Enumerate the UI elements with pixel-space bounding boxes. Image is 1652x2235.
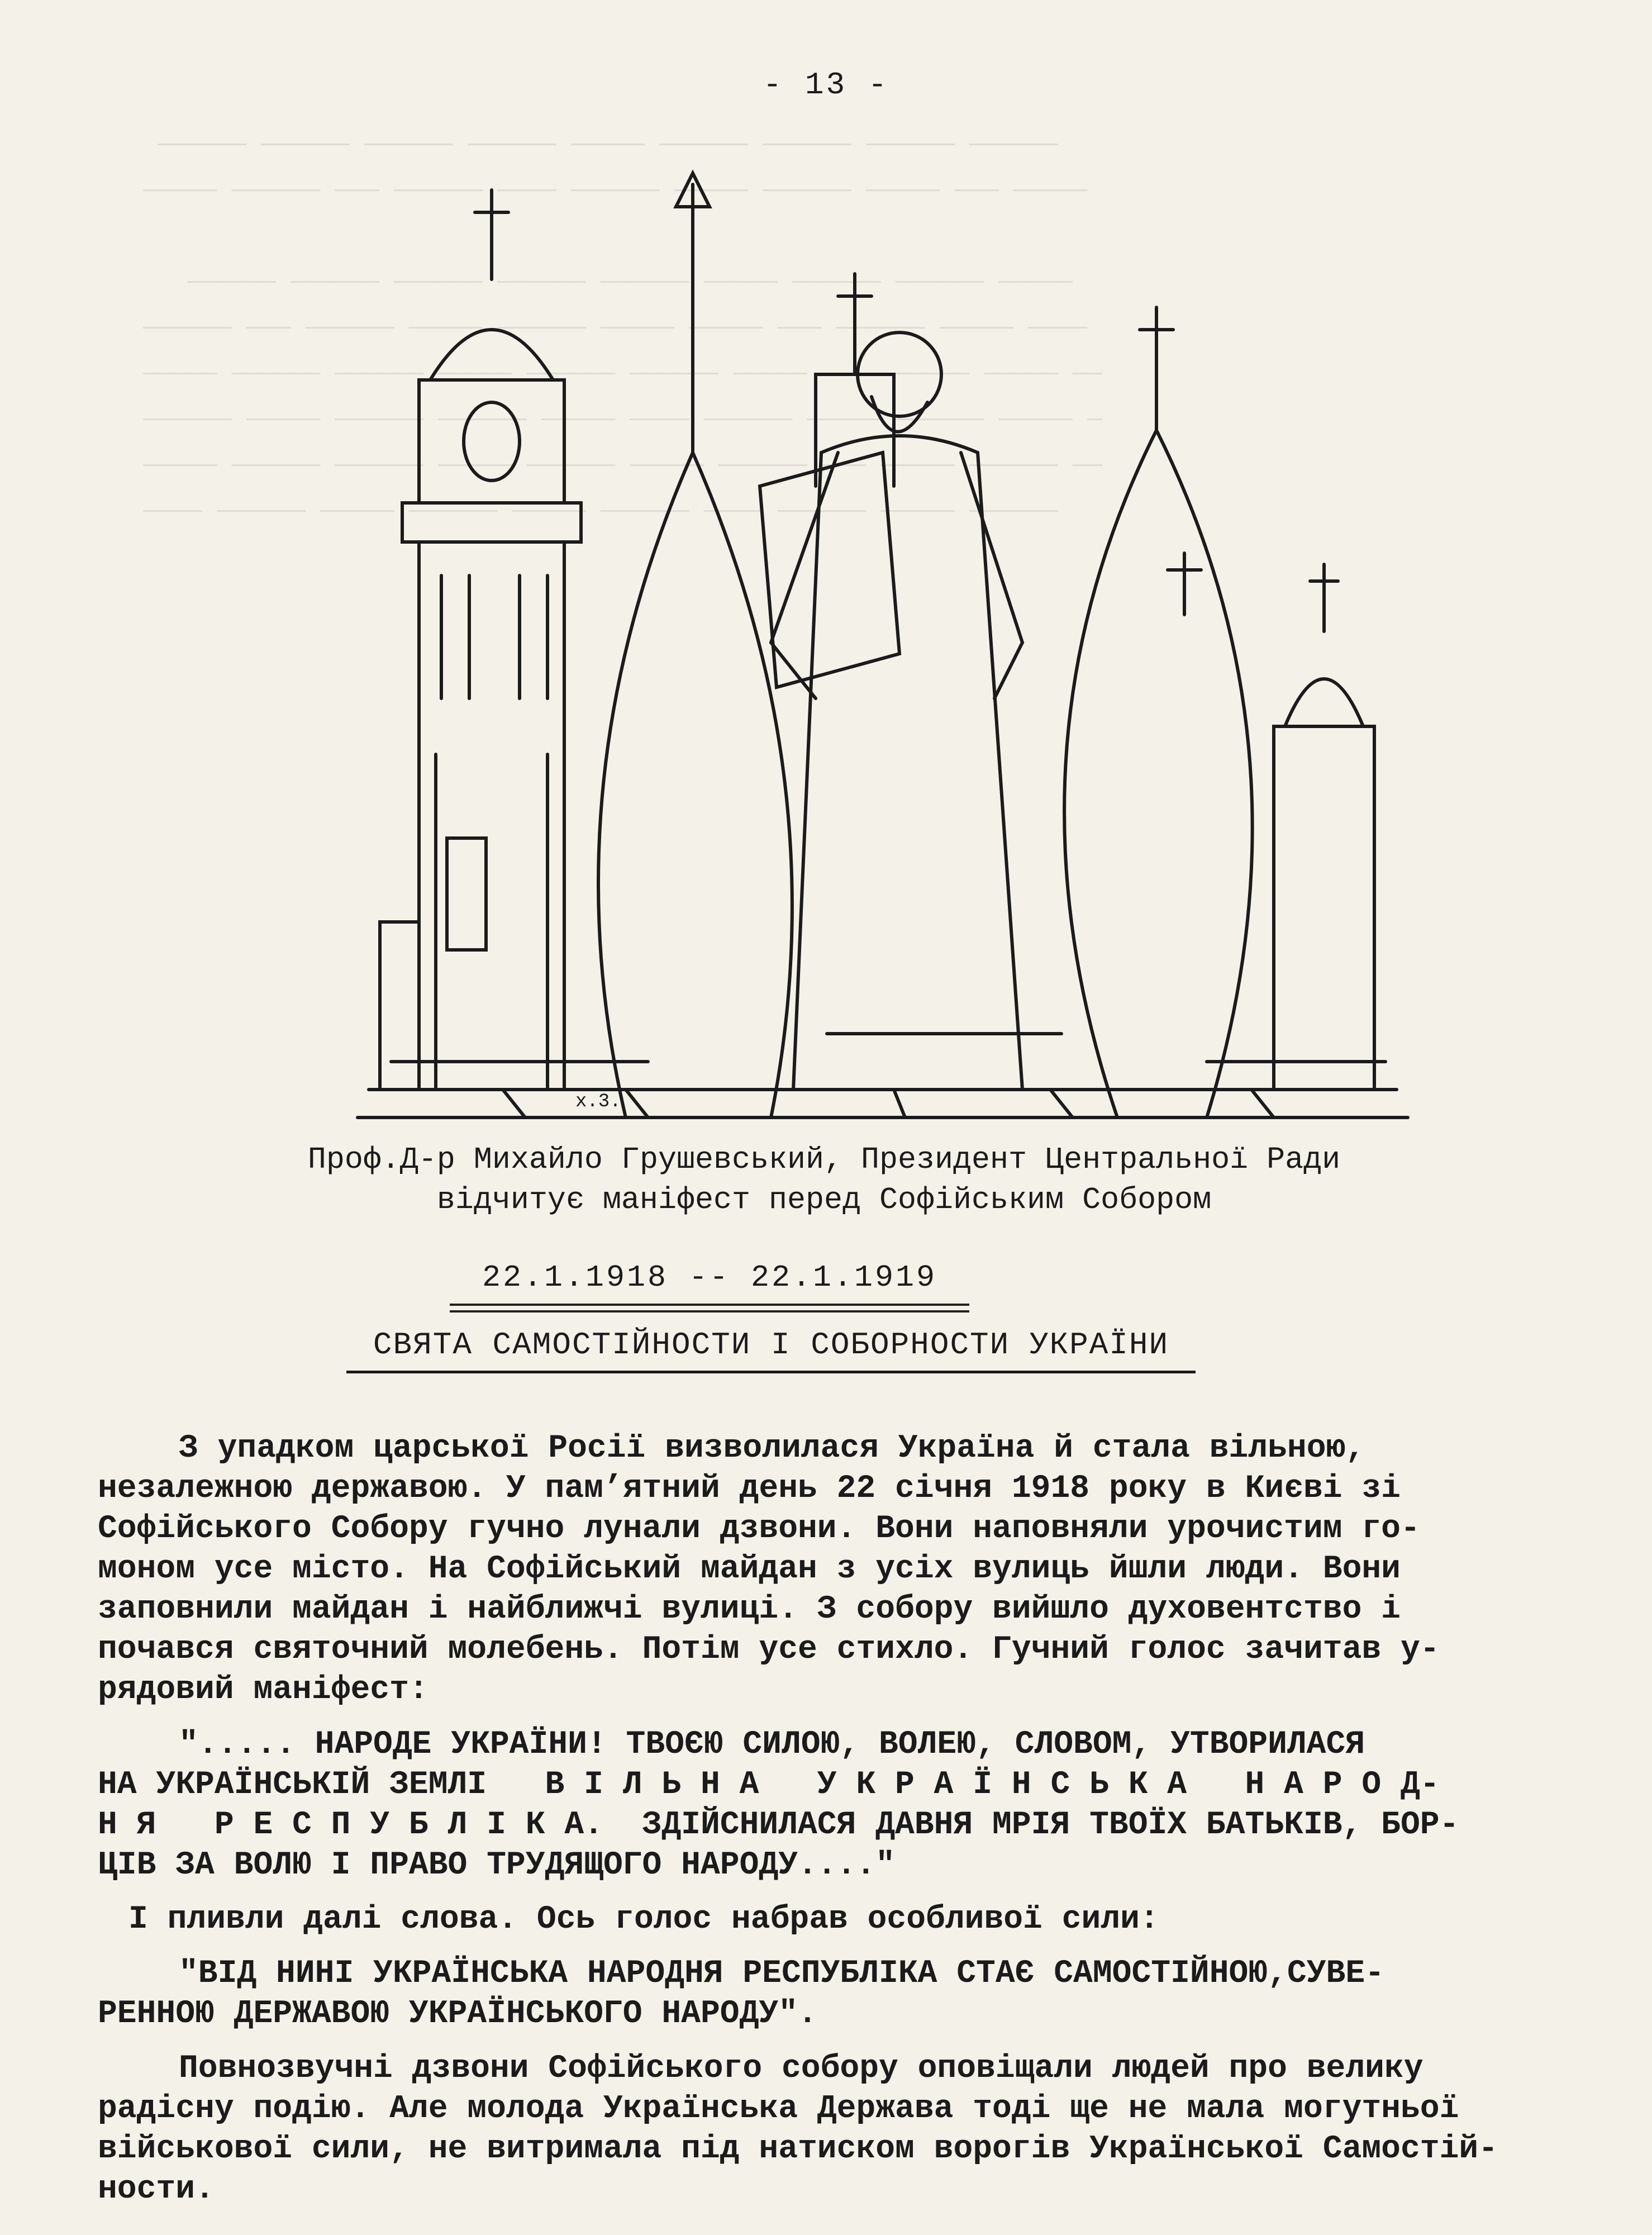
- quote-1-line-1: "..... НАРОДЕ УКРАЇНИ! ТВОЄЮ СИЛОЮ, ВОЛЕЮ, СЛОВОМ, УТВОРИЛАСЯ: [179, 1727, 1365, 1763]
- title-underline: [346, 1371, 1196, 1373]
- artist-signature: x.3.: [575, 1091, 621, 1112]
- paragraph-1-line-5: заповнили майдан і найближчі вулиці. З собору вийшло духовентство і: [98, 1591, 1401, 1628]
- paragraph-1-line-2: незалежною державою. У пам’ятний день 22 січня 1918 року в Києві зі: [98, 1471, 1401, 1507]
- quote-2-line-2: РЕННОЮ ДЕРЖАВОЮ УКРАЇНСЬКОГО НАРОДУ".: [98, 1996, 817, 2032]
- quote-1-line-2: НА УКРАЇНСЬКІЙ ЗЕМЛІ В І Л Ь Н А У К Р А Ї Н С Ь К А Н А Р О Д-: [98, 1767, 1440, 1803]
- illustration-sketch: [335, 140, 1430, 1134]
- paragraph-3-line-1: Повнозвучні дзвони Софійського собору оповіщали людей про велику: [179, 2051, 1424, 2087]
- figure-caption: [140, 1140, 1508, 1220]
- caption-line-2: відчитує маніфест перед Софійським Собором: [436, 1182, 1212, 1218]
- dates-heading: 22.1.1918 -- 22.1.1919: [482, 1260, 937, 1295]
- paragraph-3-line-2: радісну подію. Але молода Українська Держава тоді ще не мала могутньої: [98, 2091, 1459, 2127]
- paragraph-3-line-4: ности.: [98, 2171, 215, 2208]
- paragraph-1-line-7: рядовий маніфест:: [98, 1672, 429, 1708]
- paragraph-1-line-3: Софійського Собору гучно лунали дзвони. Вони наповняли урочистим го-: [98, 1511, 1420, 1547]
- bleed-through-text: ────── ────── ────── ────── ───── ────── ────── ────── ────── ───── ────── ─── ────── ──── ────── ───── ────── ───── ─── ───── ────── ────── ────── ────── ────── ───── ────── ────── ───── ────── ─── ────── ───── ────── ───── ───── ─── ────── ───── ──── ───── ────── ────── ───── ────── ────── ───── ─── ────── ───── ── ────── ───── ────── ────── ───── ──── ────── ───── ────── ───── ─ ───── ────── ────── ───── ────── ───── ────── ─── ───── ────── ── ──── ────── ───── ────── ───── ────── ──── ────── ───── ──────: [143, 132, 1102, 526]
- paragraph-1-line-1: З упадком царської Росії визволилася Україна й стала вільною,: [179, 1430, 1365, 1467]
- caption-line-1: Проф.Д-р Михайло Грушевський, Президент Центральної Ради: [307, 1142, 1341, 1177]
- dates-underline-2: [450, 1310, 969, 1313]
- paragraph-1-line-4: моном усе місто. На Софійський майдан з усіх вулиць йшли люди. Вони: [98, 1551, 1401, 1587]
- paragraph-2-line-1: І пливли далі слова. Ось голос набрав особливої сили:: [128, 1901, 1159, 1938]
- paragraph-1-line-6: почався святочний молебень. Потім усе стихло. Гучний голос зачитав у-: [98, 1632, 1440, 1668]
- quote-1-line-4: ЦІВ ЗА ВОЛЮ І ПРАВО ТРУДЯЩОГО НАРОДУ....": [98, 1847, 896, 1884]
- section-title: СВЯТА САМОСТІЙНОСТИ І СОБОРНОСТИ УКРАЇНИ: [373, 1327, 1169, 1363]
- page-number: - 13 -: [763, 67, 889, 103]
- quote-1-line-3: Н Я Р Е С П У Б Л І К А. ЗДІЙСНИЛАСЯ ДАВНЯ МРІЯ ТВОЇХ БАТЬКІВ, БОР-: [98, 1807, 1459, 1843]
- paragraph-3-line-3: військової сили, не витримала під натиском ворогів Української Самостій-: [98, 2131, 1498, 2167]
- dates-underline-1: [450, 1304, 969, 1306]
- quote-2-line-1: "ВІД НИНІ УКРАЇНСЬКА НАРОДНЯ РЕСПУБЛІКА СТАЄ САМОСТІЙНОЮ,СУВЕ-: [179, 1956, 1384, 1992]
